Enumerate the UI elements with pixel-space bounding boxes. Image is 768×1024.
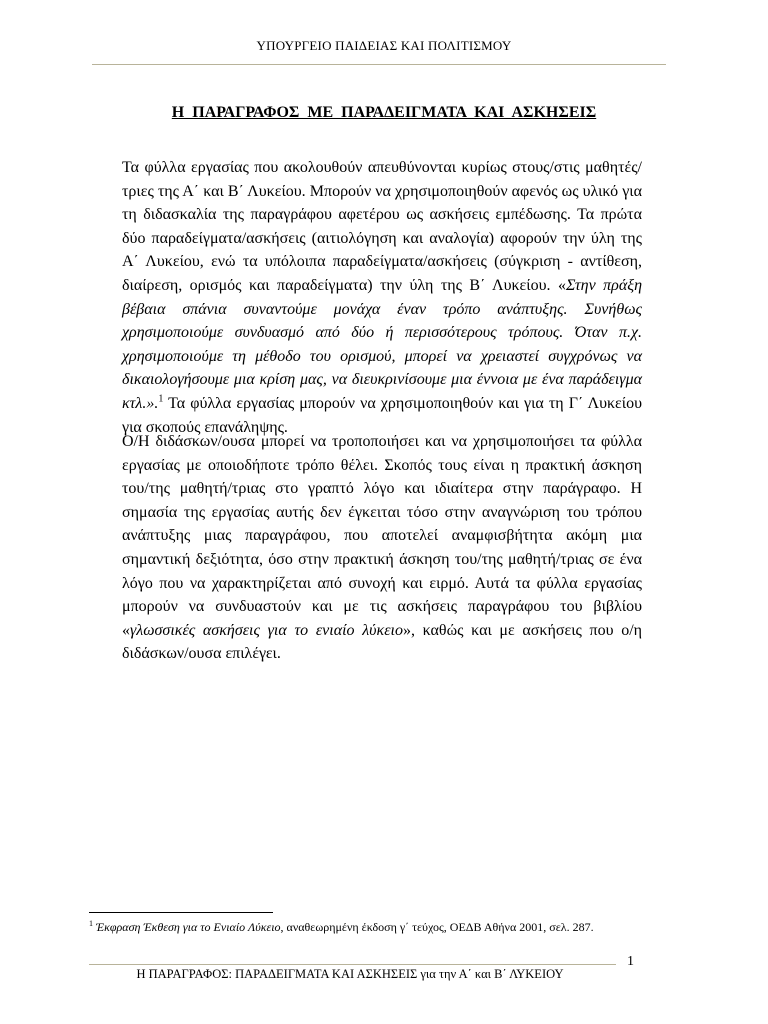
intro-paragraph (122, 156, 642, 439)
quoted-text: Στην πράξη βέβαια σπάνια συναντούμε μονάχα έναν τρόπο ανάπτυξης. Συνήθως χρησιμοποιούμε συνδυασμό από δύο ή περισσότερους τρόπους. Όταν π.χ. χρησιμοποιούμε τη μέθοδο του ορισμού, μπορεί να χρειαστεί συγχρόνως να δικαιολογήσουμε μια κρίση μας, να διευκρινίσουμε μια έννοια με ένα παράδειγμα κτλ.». (122, 276, 643, 412)
footnote-reference[interactable]: 1 (158, 393, 164, 405)
header-divider (92, 64, 666, 65)
running-footer: Η ΠΑΡΑΓΡΑΦΟΣ: ΠΑΡΑΔΕΙΓΜΑΤΑ ΚΑΙ ΑΣΚΗΣΕΙΣ για την Α΄ και Β΄ ΛΥΚΕΙΟΥ (136, 967, 564, 981)
page-number: 1 (627, 954, 634, 969)
footer-divider (89, 964, 616, 965)
paragraph-text: Ο/Η διδάσκων/ουσα μπορεί να τροποποιήσει και να χρησιμοποιήσει τα φύλλα εργασίας με οποιοδήποτε τρόπο θέλει. Σκοπός τους είναι η πρακτική άσκηση του/της μαθητή/τριας στο γραπτό λόγο και ιδιαίτερα στην παράγραφο. Η σημασία της εργασίας αυτής δεν έγκειται τόσο στην αναγνώριση του τρόπου ανάπτυξης μιας παραγράφου, που αποτελεί αναμφισβήτητα ακόμη μια σημαντική δεξιότητα, όσο στην πρακτική άσκηση του/της μαθητή/τριας σε ένα λόγο που να χαρακτηρίζεται από συνοχή και ειρμό. Αυτά τα φύλλα εργασίας μπορούν να συνδυαστούν και με τις ασκήσεις παραγράφου του βιβλίου « (122, 433, 642, 639)
footnote-marker: 1 (89, 919, 93, 928)
footnote-source-title: Έκφραση Έκθεση για το Ενιαίο Λύκειο (96, 920, 281, 934)
footnote-divider (89, 912, 273, 913)
purpose-paragraph (122, 430, 642, 666)
paragraph-text: », καθώς και με ασκήσεις που ο/η διδάσκων/ουσα επιλέγει. (122, 621, 643, 663)
paragraph-text: Τα φύλλα εργασίας που ακολουθούν απευθύνονται κυρίως στους/στις μαθητές/τριες της Α΄ και Β΄ Λυκείου. Μπορούν να χρησιμοποιηθούν αφενός ως υλικό για τη διδασκαλία της παραγράφου αφετέρου ως ασκήσεις εμπέδωσης. Τα πρώτα δύο παραδείγματα/ασκήσεις (αιτιολόγηση και αναλογία) αφορούν την ύλη της Α΄ Λυκείου, ενώ τα υπόλοιπα παραδείγματα/ασκήσεις (σύγκριση - αντίθεση, διαίρεση, ορισμός και παραδείγματα) την ύλη της Β΄ Λυκείου. « (122, 159, 642, 294)
footnote-text: , αναθεωρημένη έκδοση γ΄ τεύχος, ΟΕΔΒ Αθήνα 2001, σελ. 287. (280, 920, 594, 934)
book-title: γλωσσικές ασκήσεις για το ενιαίο λύκειο (130, 621, 403, 639)
paragraph-text: Τα φύλλα εργασίας μπορούν να χρησιμοποιηθούν και για τη Γ΄ Λυκείου για σκοπούς επανάληψης. (122, 394, 642, 436)
running-header: ΥΠΟΥΡΓΕΙΟ ΠΑΙΔΕΙΑΣ ΚΑΙ ΠΟΛΙΤΙΣΜΟΥ (256, 38, 512, 53)
footnote (89, 920, 689, 934)
page-title: Η ΠΑΡΑΓΡΑΦΟΣ ΜΕ ΠΑΡΑΔΕΙΓΜΑΤΑ ΚΑΙ ΑΣΚΗΣΕΙΣ (171, 104, 597, 121)
